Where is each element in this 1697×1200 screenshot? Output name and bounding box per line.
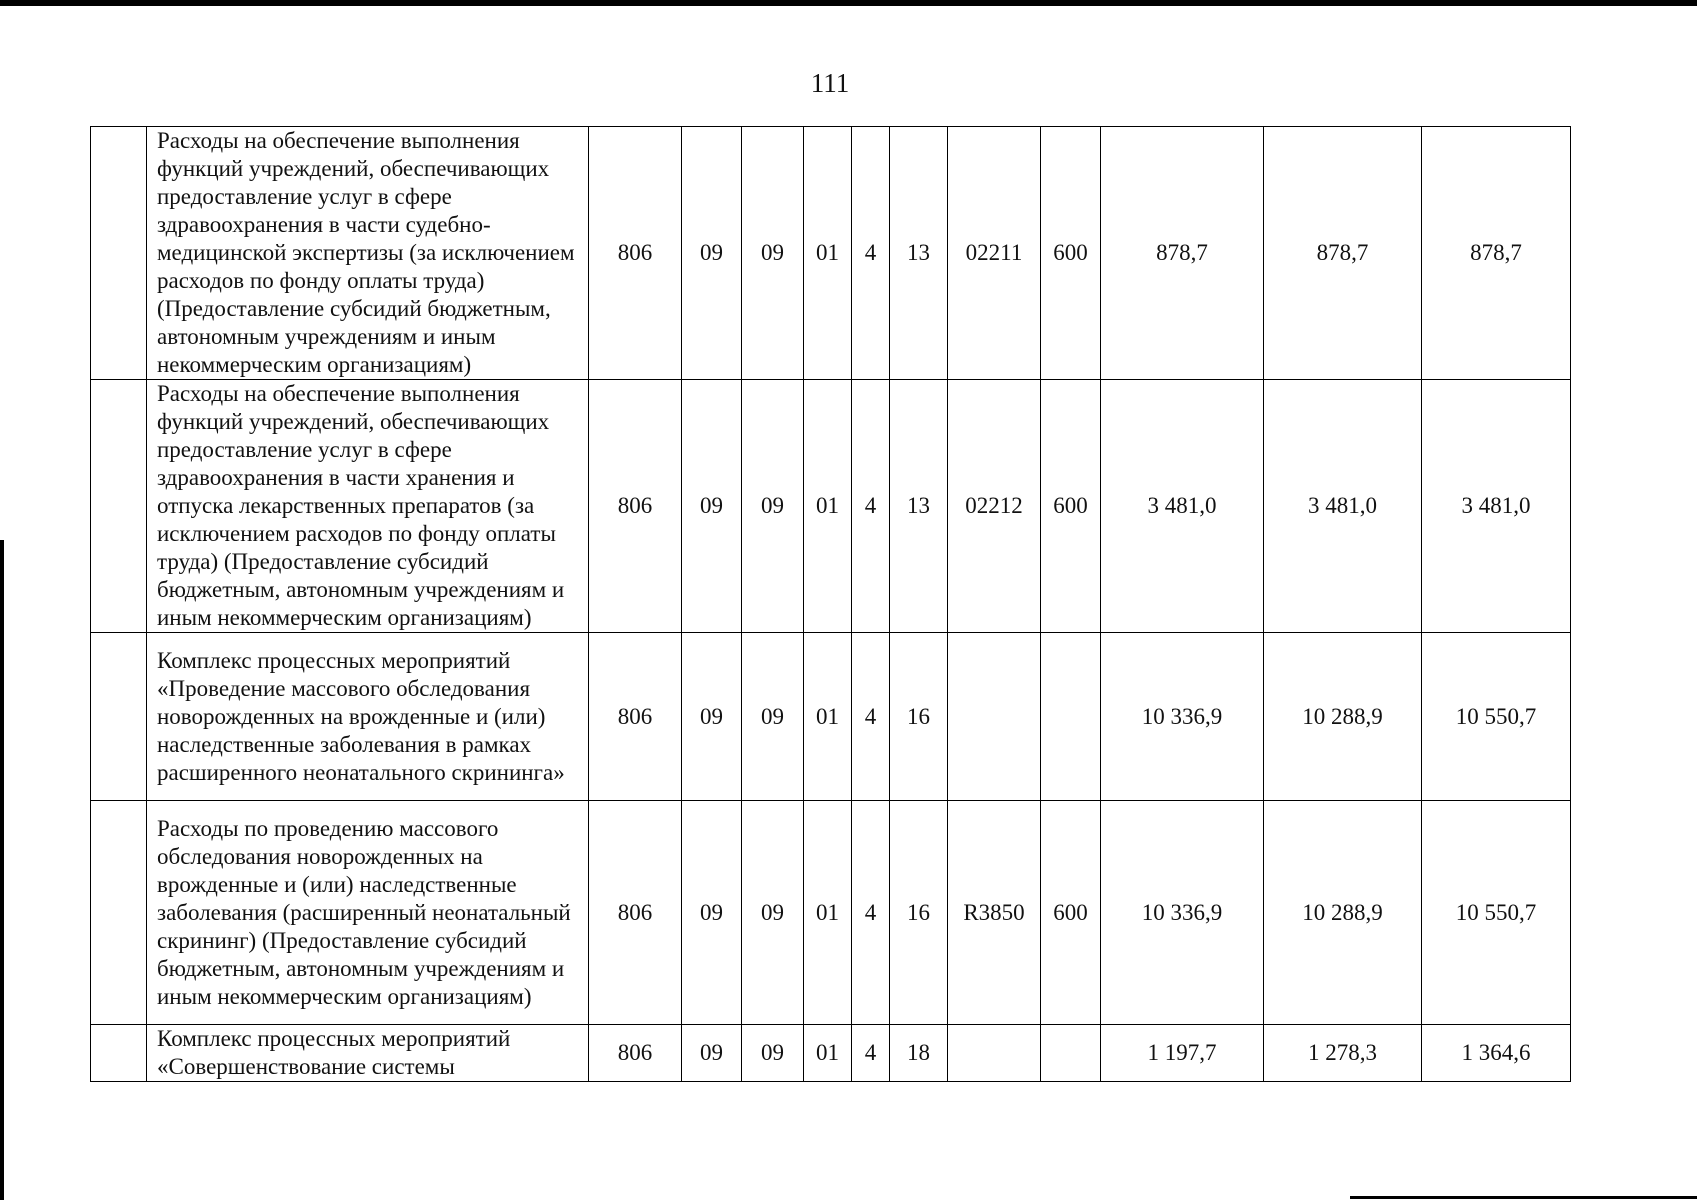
amount-cell: 1 364,6 — [1422, 1025, 1571, 1082]
row-number-cell — [91, 1025, 147, 1082]
table-row — [91, 380, 1571, 633]
amount-cell: 3 481,0 — [1422, 380, 1571, 633]
subprogram-code-cell: 4 — [852, 1025, 890, 1082]
subprogram-code-cell: 4 — [852, 801, 890, 1025]
direction-code-cell — [948, 633, 1041, 801]
expense-type-cell: 600 — [1041, 380, 1101, 633]
amount-cell: 10 288,9 — [1264, 633, 1422, 801]
page-number: 111 — [810, 68, 850, 98]
amount-cell: 1 197,7 — [1101, 1025, 1264, 1082]
section-code-cell: 09 — [682, 801, 742, 1025]
amount-cell: 3 481,0 — [1264, 380, 1422, 633]
ministry-code-cell: 806 — [589, 633, 682, 801]
amount-cell: 10 550,7 — [1422, 801, 1571, 1025]
amount-cell: 878,7 — [1422, 127, 1571, 380]
scan-left-edge — [0, 540, 4, 1200]
row-number-cell — [91, 127, 147, 380]
ministry-code-cell: 806 — [589, 380, 682, 633]
expense-type-cell — [1041, 633, 1101, 801]
event-code-cell: 16 — [890, 801, 948, 1025]
row-number-cell — [91, 380, 147, 633]
amount-cell: 10 550,7 — [1422, 633, 1571, 801]
table-row — [91, 633, 1571, 801]
subprogram-code-cell: 4 — [852, 633, 890, 801]
description-cell: Комплекс процессных мероприятий «Совершенствование системы — [147, 1025, 589, 1082]
ministry-code-cell: 806 — [589, 127, 682, 380]
description-cell: Расходы на обеспечение выполнения функций учреждений, обеспечивающих предоставление услуг в сфере здравоохранения в части хранения и отпуска лекарственных препаратов (за исключением расходов по фонду оплаты труда) (Предоставление субсидий бюджетным, автономным учреждениям и иным некоммерческим организациям) — [147, 380, 589, 633]
direction-code-cell: 02212 — [948, 380, 1041, 633]
section-code-cell: 09 — [682, 633, 742, 801]
subsection-code-cell: 09 — [742, 633, 804, 801]
direction-code-cell — [948, 1025, 1041, 1082]
program-code-cell: 01 — [804, 633, 852, 801]
expense-type-cell — [1041, 1025, 1101, 1082]
description-cell: Расходы по проведению массового обследования новорожденных на врожденные и (или) наследственные заболевания (расширенный неонатальный скрининг) (Предоставление субсидий бюджетным, автономным учреждениям и иным некоммерческим организациям) — [147, 801, 589, 1025]
section-code-cell: 09 — [682, 127, 742, 380]
amount-cell: 1 278,3 — [1264, 1025, 1422, 1082]
description-cell: Расходы на обеспечение выполнения функций учреждений, обеспечивающих предоставление услуг в сфере здравоохранения в части судебно-медицинской экспертизы (за исключением расходов по фонду оплаты труда) (Предоставление субсидий бюджетным, автономным учреждениям и иным некоммерческим организациям) — [147, 127, 589, 380]
amount-cell: 10 336,9 — [1101, 633, 1264, 801]
row-number-cell — [91, 801, 147, 1025]
amount-cell: 10 336,9 — [1101, 801, 1264, 1025]
expense-type-cell: 600 — [1041, 801, 1101, 1025]
subsection-code-cell: 09 — [742, 380, 804, 633]
event-code-cell: 16 — [890, 633, 948, 801]
subsection-code-cell: 09 — [742, 801, 804, 1025]
direction-code-cell: R3850 — [948, 801, 1041, 1025]
subsection-code-cell: 09 — [742, 1025, 804, 1082]
amount-cell: 3 481,0 — [1101, 380, 1264, 633]
ministry-code-cell: 806 — [589, 1025, 682, 1082]
amount-cell: 10 288,9 — [1264, 801, 1422, 1025]
program-code-cell: 01 — [804, 127, 852, 380]
amount-cell: 878,7 — [1101, 127, 1264, 380]
direction-code-cell: 02211 — [948, 127, 1041, 380]
row-number-cell — [91, 633, 147, 801]
amount-cell: 878,7 — [1264, 127, 1422, 380]
subsection-code-cell: 09 — [742, 127, 804, 380]
subprogram-code-cell: 4 — [852, 127, 890, 380]
event-code-cell: 13 — [890, 127, 948, 380]
program-code-cell: 01 — [804, 801, 852, 1025]
subprogram-code-cell: 4 — [852, 380, 890, 633]
program-code-cell: 01 — [804, 1025, 852, 1082]
table-row — [91, 1025, 1571, 1082]
ministry-code-cell: 806 — [589, 801, 682, 1025]
scan-top-edge — [0, 0, 1697, 6]
section-code-cell: 09 — [682, 380, 742, 633]
event-code-cell: 18 — [890, 1025, 948, 1082]
scan-bottom-line — [1350, 1196, 1697, 1199]
section-code-cell: 09 — [682, 1025, 742, 1082]
description-cell: Комплекс процессных мероприятий «Проведение массового обследования новорожденных на врожденные и (или) наследственные заболевания в рамках расширенного неонатального скрининга» — [147, 633, 589, 801]
budget-table — [90, 126, 1571, 1082]
table-row — [91, 801, 1571, 1025]
table-row — [91, 127, 1571, 380]
expense-type-cell: 600 — [1041, 127, 1101, 380]
program-code-cell: 01 — [804, 380, 852, 633]
event-code-cell: 13 — [890, 380, 948, 633]
